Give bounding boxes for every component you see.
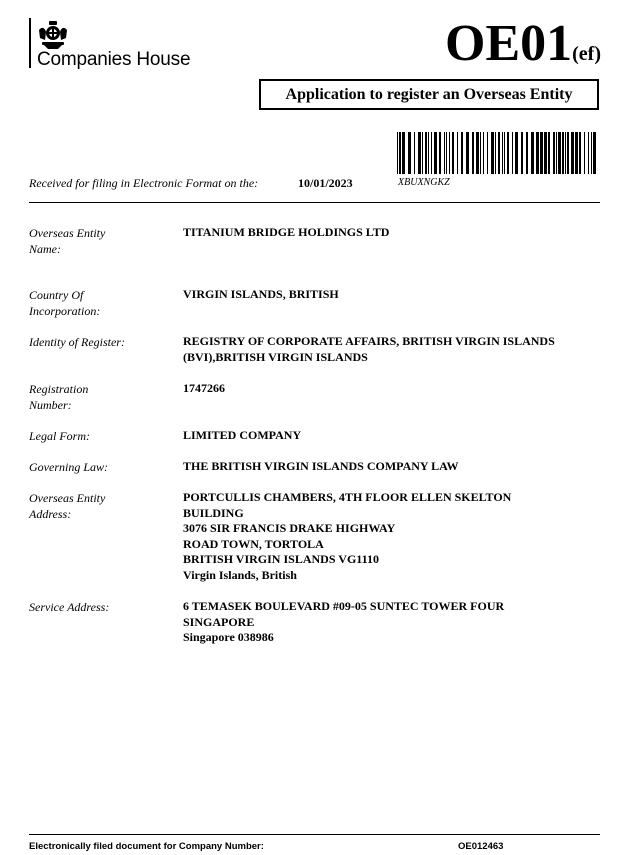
barcode-bar: [502, 132, 503, 174]
value-line: TITANIUM BRIDGE HOLDINGS LTD: [183, 225, 390, 239]
barcode-bar: [452, 132, 454, 174]
barcode-bar: [446, 132, 447, 174]
footer-company-number: OE012463: [458, 841, 504, 852]
field-label-country: Country Of Incorporation:: [29, 288, 101, 318]
barcode-bar: [422, 132, 423, 174]
barcode-bar: [512, 132, 513, 174]
barcode-bar: [418, 132, 421, 174]
field-label-governing-law: Governing Law:: [29, 460, 108, 474]
field-label-service-address: Service Address:: [29, 600, 110, 614]
value-line: Singapore 038986: [183, 630, 274, 644]
divider-top: [29, 202, 600, 203]
logo-divider: [29, 18, 31, 68]
barcode-icon: [397, 132, 599, 174]
barcode-bar: [495, 132, 496, 174]
barcode-bar: [579, 132, 581, 174]
footer-label: Electronically filed document for Company Number:: [29, 841, 264, 852]
barcode-bar: [457, 132, 458, 174]
barcode-bar: [553, 132, 555, 174]
barcode-bar: [466, 132, 469, 174]
barcode-bar: [565, 132, 566, 174]
value-line: THE BRITISH VIRGIN ISLANDS COMPANY LAW: [183, 459, 459, 473]
field-value-country: [183, 287, 603, 303]
barcode-bar: [526, 132, 528, 174]
barcode-bar: [588, 132, 589, 174]
barcode-bar: [414, 132, 415, 174]
royal-crest-icon: [36, 20, 70, 50]
barcode-bar: [531, 132, 534, 174]
barcode-bar: [562, 132, 564, 174]
value-line: BRITISH VIRGIN ISLANDS VG1110: [183, 552, 379, 566]
form-code-main: OE01: [445, 15, 573, 72]
barcode-bar: [408, 132, 411, 174]
form-title: Application to register an Overseas Entity: [259, 79, 599, 110]
barcode-bar: [536, 132, 539, 174]
barcode-bar: [434, 132, 437, 174]
barcode-bar: [584, 132, 585, 174]
field-value-entity-name: [183, 225, 603, 241]
barcode-bar: [439, 132, 441, 174]
barcode-bar: [591, 132, 592, 174]
barcode-bar: [515, 132, 518, 174]
value-line: ROAD TOWN, TORTOLA: [183, 536, 324, 551]
field-value-service-address: [183, 599, 553, 646]
value-line: 3076 SIR FRANCIS DRAKE HIGHWAY: [183, 521, 396, 535]
barcode-bar: [397, 132, 398, 174]
barcode-bar: [399, 132, 401, 174]
barcode-bar: [498, 132, 500, 174]
field-value-governing-law: [183, 459, 603, 475]
barcode-bar: [575, 132, 578, 174]
barcode-bar: [472, 132, 474, 174]
barcode-bar: [483, 132, 484, 174]
barcode-bar: [444, 132, 445, 174]
barcode-bar: [487, 132, 488, 174]
divider-bottom: [29, 834, 600, 835]
value-line: REGISTRY OF CORPORATE AFFAIRS, BRITISH VIRGIN ISLANDS (BVI),BRITISH VIRGIN ISLANDS: [183, 334, 555, 364]
field-label-register: Identity of Register:: [29, 335, 125, 349]
barcode-bar: [558, 132, 561, 174]
field-label-registration-number: Registration Number:: [29, 382, 89, 412]
barcode-bar: [593, 132, 596, 174]
barcode-bar: [449, 132, 450, 174]
form-code: [445, 14, 601, 84]
barcode-bar: [507, 132, 509, 174]
value-line: Virgin Islands, British: [183, 567, 297, 582]
barcode-bar: [402, 132, 405, 174]
barcode-bar: [491, 132, 494, 174]
barcode-bar: [567, 132, 569, 174]
value-line: 1747266: [183, 381, 225, 395]
barcode-bar: [425, 132, 427, 174]
barcode-bar: [544, 132, 547, 174]
barcode-bar: [480, 132, 481, 174]
field-value-register: [183, 334, 603, 365]
barcode-bar: [556, 132, 557, 174]
barcode-bar: [548, 132, 550, 174]
value-line: LIMITED COMPANY: [183, 428, 302, 442]
field-label-entity-name: Overseas Entity Name:: [29, 226, 106, 256]
barcode-bar: [521, 132, 523, 174]
form-code-suffix: (ef): [572, 43, 601, 65]
value-line: 6 TEMASEK BOULEVARD #09-05 SUNTEC TOWER FOUR SINGAPORE: [183, 599, 505, 629]
value-line: PORTCULLIS CHAMBERS, 4TH FLOOR ELLEN SKELTON BUILDING: [183, 490, 512, 520]
barcode-bar: [476, 132, 479, 174]
barcode-text: XBUXNGKZ: [398, 177, 450, 188]
field-value-registration-number: [183, 381, 603, 397]
field-label-entity-address: Overseas Entity Address:: [29, 491, 106, 521]
received-date: 10/01/2023: [298, 176, 353, 190]
field-label-legal-form: Legal Form:: [29, 429, 90, 443]
value-line: VIRGIN ISLANDS, BRITISH: [183, 287, 339, 301]
barcode-bar: [461, 132, 463, 174]
barcode-bar: [540, 132, 543, 174]
barcode-bar: [431, 132, 432, 174]
barcode-bar: [428, 132, 429, 174]
received-label: Received for filing in Electronic Format on the:: [29, 176, 259, 190]
logo-text: Companies House: [37, 49, 191, 70]
field-value-entity-address: [183, 490, 563, 583]
field-value-legal-form: [183, 428, 603, 444]
barcode-bar: [504, 132, 505, 174]
barcode-bar: [571, 132, 574, 174]
